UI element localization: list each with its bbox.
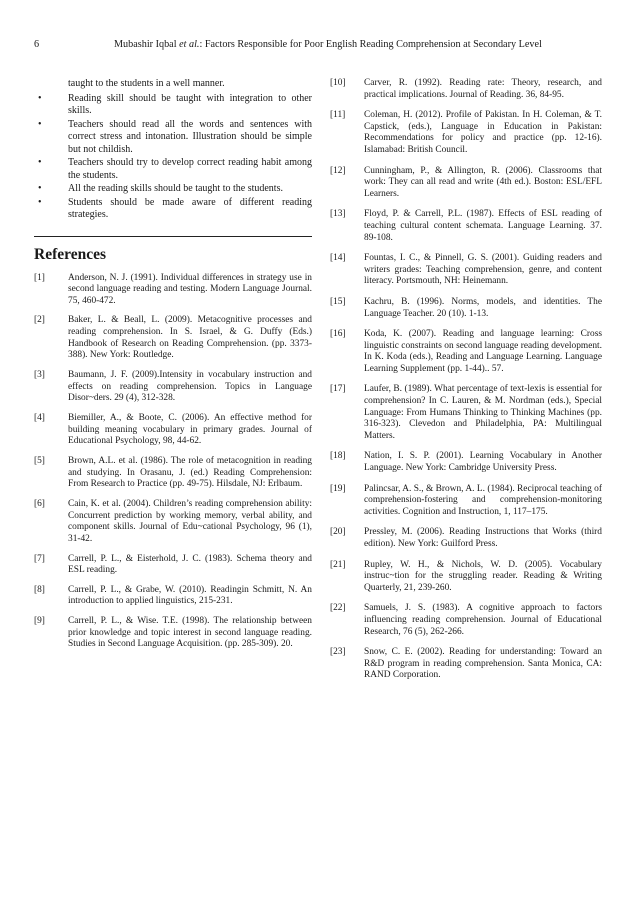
reference-number: [19] — [330, 483, 346, 494]
reference-text: Anderson, N. J. (1991). Individual differences in strategy use in second language reading and testing. Modern Language Journal. 75, 460-472. — [68, 272, 312, 306]
reference-text: Floyd, P. & Carrell, P.L. (1987). Effects of ESL reading of teaching cultural content schemata. Language Learning. 37. 89-108. — [364, 209, 602, 243]
bullet-icon: • — [38, 157, 42, 168]
reference-text: Kachru, B. (1996). Norms, models, and identities. The Language Teacher. 20 (10). 1-13. — [364, 296, 602, 319]
reference-text: Samuels, J. S. (1983). A cognitive approach to factors influencing reading comprehension. Journal of Educational Research, 76 (5), 262-266. — [364, 603, 602, 637]
reference-number: [22] — [330, 603, 346, 614]
reference-item — [34, 456, 312, 491]
page-number: 6 — [34, 39, 40, 50]
list-item — [34, 119, 312, 157]
reference-text: Snow, C. E. (2002). Reading for understanding: Toward an R&D program in reading comprehension. Santa Monica, CA: RAND Corporation. — [364, 647, 602, 681]
reference-number: [4] — [34, 413, 45, 423]
reference-number: [11] — [330, 110, 346, 121]
reference-number: [15] — [330, 296, 346, 307]
reference-item — [330, 647, 602, 682]
bullet-continuation: taught to the students in a well manner. — [68, 78, 225, 89]
list-item-text: Teachers should read all the words and sentences with correct stress and intonation. Illustration should be simple but not childish. — [68, 118, 312, 155]
reference-text: Pressley, M. (2006). Reading Instructions that Works (third edition). New York: Guilford Press. — [364, 527, 602, 549]
reference-item — [34, 554, 312, 577]
reference-number: [20] — [330, 527, 346, 538]
reference-text: Laufer, B. (1989). What percentage of text-lexis is essential for comprehension? In C. Lauren, & M. Nordman (eds.), Special Language: From Humans Thinking to Thinking Machines (pp. 316-323). Clevedon and Philadelphia, PA: Multilingual Matters. — [364, 384, 602, 441]
bullet-icon: • — [38, 118, 42, 130]
reference-text: Koda, K. (2007). Reading and language learning: Cross linguistic constraints on second language reading development. In K. Koda (eds.), Reading and Language Learning. Language Learning Supplement (pp. 1-44).. 57. — [364, 329, 602, 374]
reference-item — [330, 297, 602, 320]
reference-text: Biemiller, A., & Boote, C. (2006). An effective method for building meaning vocabulary in primary grades. Journal of Educational Psychology, 98, 44-62. — [68, 413, 312, 447]
reference-item — [34, 273, 312, 308]
reference-text: Coleman, H. (2012). Profile of Pakistan. In H. Coleman, & T. Capstick, (eds.), Language in Education in Pakistan: Recommendations for policy and practice (pp. 12-16). Islamabad: British Council. — [364, 110, 602, 155]
reference-number: [21] — [330, 559, 346, 570]
list-item-text: Students should be made aware of different reading strategies. — [68, 196, 312, 220]
reference-text: Cain, K. et al. (2004). Children’s reading comprehension ability: Concurrent prediction by working memory, verbal ability, and component skills. Journal of Edu~cational Psychology, 96 (1), 31-42. — [68, 498, 312, 544]
bullet-icon: • — [38, 183, 42, 194]
reference-number: [14] — [330, 253, 346, 264]
reference-text: Carver, R. (1992). Reading rate: Theory, research, and practical implications. Journal of Reading. 36, 84-95. — [364, 78, 602, 100]
running-header — [34, 38, 602, 52]
reference-item — [34, 499, 312, 545]
reference-item — [330, 451, 602, 474]
reference-number: [12] — [330, 165, 346, 176]
list-item-text: All the reading skills should be taught to the students. — [68, 183, 283, 194]
bullet-icon: • — [38, 92, 42, 104]
header-etal: et al. — [179, 39, 200, 50]
reference-item — [330, 110, 602, 156]
list-item-text: Reading skill should be taught with integration to other skills. — [68, 92, 312, 116]
header-title: : Factors Responsible for Poor English Reading Comprehension at Secondary Level — [199, 39, 542, 50]
recommendation-list — [34, 93, 312, 222]
reference-number: [1] — [34, 272, 45, 283]
section-divider — [34, 236, 312, 237]
reference-number: [5] — [34, 455, 45, 466]
reference-number: [6] — [34, 498, 45, 509]
reference-item — [34, 370, 312, 405]
reference-item — [330, 329, 602, 375]
list-item — [34, 183, 312, 196]
right-column — [330, 78, 602, 691]
reference-item — [34, 315, 312, 361]
running-title — [114, 38, 542, 52]
reference-text: Rupley, W. H., & Nichols, W. D. (2005). Vocabulary instruc~tion for the struggling reader. Reading & Writing Quarterly, 21, 239-260. — [364, 559, 602, 593]
list-item — [34, 197, 312, 222]
reference-text: Brown, A.L. et al. (1986). The role of metacognition in reading and studying. In Orasanu, J. (ed.) Reading Comprehension: From Research to Practice (pp. 49-75). Hilsdale, NJ: Erlbaum. — [68, 455, 312, 490]
reference-number: [17] — [330, 384, 346, 395]
reference-item — [330, 253, 602, 288]
reference-item — [330, 384, 602, 442]
reference-number: [9] — [34, 616, 45, 627]
bullet-icon: • — [38, 196, 42, 208]
header-author: Mubashir Iqbal — [114, 39, 180, 50]
reference-text: Carrell, P. L., & Grabe, W. (2010). Readingin Schmitt, N. An introduction to applied linguistics, 215-231. — [68, 584, 312, 607]
reference-text: Fountas, I. C., & Pinnell, G. S. (2001). Guiding readers and writers grades: Teaching comprehension, genre, and content literacy. Portsmouth, NH: Heinemann. — [364, 253, 602, 287]
references-heading: References — [34, 245, 107, 263]
left-column — [34, 78, 312, 659]
reference-number: [10] — [330, 78, 346, 88]
reference-item — [330, 560, 602, 595]
reference-number: [18] — [330, 451, 346, 462]
reference-item — [330, 603, 602, 638]
reference-number: [16] — [330, 329, 346, 340]
reference-item — [330, 209, 602, 244]
reference-text: Cunningham, P., & Allington, R. (2006). Classrooms that work: They can all read and write (4th ed.). Boston: ESL/EFL Learners. — [364, 165, 602, 199]
reference-number: [3] — [34, 370, 45, 381]
reference-item — [330, 484, 602, 519]
reference-text: Nation, I. S. P. (2001). Learning Vocabulary in Another Language. New York: Cambridge University Press. — [364, 451, 602, 474]
reference-item — [34, 585, 312, 608]
reference-item — [330, 527, 602, 550]
reference-number: [13] — [330, 209, 346, 220]
reference-number: [2] — [34, 315, 45, 326]
reference-item — [330, 166, 602, 201]
reference-text: Baumann, J. F. (2009).Intensity in vocabulary instruction and effects on reading comprehension. Topics in Language Disor~ders. 29 (4), 312-328. — [68, 370, 312, 404]
reference-text: Palincsar, A. S., & Brown, A. L. (1984). Reciprocal teaching of comprehension-fostering and comprehension-monitoring activities. Cognition and Instruction, 1, 117–175. — [364, 483, 602, 517]
reference-text: Baker, L. & Beall, L. (2009). Metacognitive processes and reading comprehension. In S. Israel, & G. Duffy (Eds.) Handbook of Research on Reading Comprehension. (pp. 3373-388). New York: Routledge. — [68, 315, 312, 361]
reference-item — [34, 413, 312, 448]
reference-text: Carrell, P. L., & Eisterhold, J. C. (1983). Schema theory and ESL reading. — [68, 553, 312, 576]
reference-item — [34, 616, 312, 651]
list-item-text: Teachers should try to develop correct reading habit among the students. — [68, 157, 312, 181]
reference-item — [330, 78, 602, 101]
list-item — [34, 157, 312, 182]
reference-number: [8] — [34, 584, 45, 595]
reference-text: Carrell, P. L., & Wise. T.E. (1998). The relationship between prior knowledge and topic interest in second language reading. Studies in Second Language Acquisition. (pp. 285-309). 20. — [68, 616, 312, 650]
reference-number: [7] — [34, 553, 45, 564]
list-item — [34, 93, 312, 118]
reference-number: [23] — [330, 647, 346, 658]
